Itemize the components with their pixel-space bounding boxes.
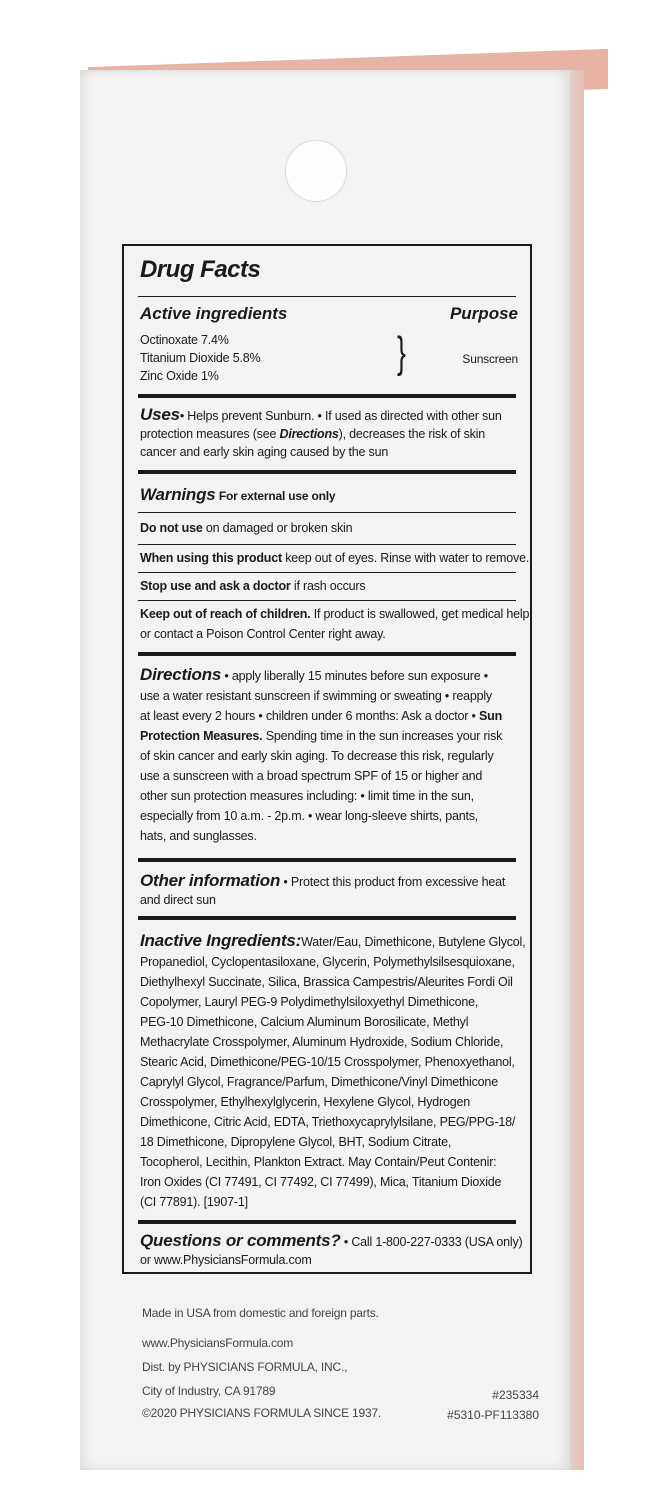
purpose-value: Sunscreen bbox=[462, 352, 518, 366]
website-text: www.PhysiciansFormula.com bbox=[142, 1336, 294, 1350]
inactive-line: Copolymer, Lauryl PEG-9 Polydimethylsiloxyethyl Dimethicone, bbox=[140, 995, 479, 1009]
inactive-line: Methacrylate Crosspolymer, Aluminum Hydroxide, Sodium Chloride, bbox=[140, 1035, 504, 1049]
purpose-heading: Purpose bbox=[449, 304, 518, 323]
directions-text: Spending time in the sun increases your risk bbox=[262, 729, 503, 743]
uses-heading: Uses bbox=[140, 405, 180, 424]
directions-line-6: use a sunscreen with a broad spectrum SPF of 15 or higher and bbox=[140, 769, 483, 783]
sun-protection-label: Protection Measures. bbox=[140, 729, 263, 743]
divider bbox=[138, 296, 516, 297]
questions-text: • Call 1-800-227-0333 (USA only) bbox=[340, 1235, 523, 1249]
divider bbox=[138, 544, 516, 545]
directions-line-4 bbox=[140, 728, 502, 745]
ingredient-3: Zinc Oxide 1% bbox=[140, 369, 219, 383]
inactive-line: Dimethicone, Citric Acid, EDTA, Triethoxycaprylylsilane, PEG/PPG-18/ bbox=[140, 1115, 516, 1129]
inactive-line: Stearic Acid, Dimethicone/PEG-10/15 Crosspolymer, Phenoxyethanol, bbox=[140, 1055, 515, 1069]
ingredient-2: Titanium Dioxide 5.8% bbox=[140, 351, 261, 365]
directions-line-3 bbox=[140, 708, 502, 725]
inactive-line: PEG-10 Dimethicone, Calcium Aluminum Borosilicate, Methyl bbox=[140, 1015, 469, 1029]
divider bbox=[138, 1220, 516, 1224]
active-ingredients-heading: Active ingredients bbox=[140, 304, 288, 323]
made-in-text: Made in USA from domestic and foreign parts. bbox=[142, 1306, 379, 1320]
when-using bbox=[140, 550, 529, 567]
divider bbox=[138, 394, 516, 398]
directions-line-5: of skin cancer and early skin aging. To decrease this risk, regularly bbox=[140, 749, 494, 763]
city-text: City of Industry, CA 91789 bbox=[142, 1384, 276, 1398]
inactive-line: Diethylhexyl Succinate, Silica, Brassica Campestris/Aleurites Fordi Oil bbox=[140, 975, 513, 989]
directions-line-7: other sun protection measures including: • limit time in the sun, bbox=[140, 789, 474, 803]
questions-line-1 bbox=[140, 1232, 523, 1251]
inactive-line-1 bbox=[140, 932, 525, 951]
uses-text: ), decreases the risk of skin bbox=[338, 427, 485, 441]
brace-icon: } bbox=[396, 328, 406, 377]
when-using-text: keep out of eyes. Rinse with water to remove. bbox=[281, 551, 530, 565]
inactive-line: Propanediol, Cyclopentasiloxane, Glycerin, Polymethylsilsesquioxane, bbox=[140, 955, 515, 969]
questions-line-2: or www.PhysiciansFormula.com bbox=[140, 1253, 312, 1267]
copyright-text: ©2020 PHYSICIANS FORMULA SINCE 1937. bbox=[142, 1406, 382, 1420]
do-not-use bbox=[140, 520, 352, 537]
directions-heading: Directions bbox=[140, 665, 222, 684]
keep-out-line-2: or contact a Poison Control Center right away. bbox=[140, 627, 386, 641]
inactive-line: Iron Oxides (CI 77491, CI 77492, CI 77499), Mica, Titanium Dioxide bbox=[140, 1175, 502, 1189]
directions-line-1 bbox=[140, 666, 488, 685]
distributor-line bbox=[142, 1360, 347, 1374]
directions-line-9: hats, and sunglasses. bbox=[140, 829, 257, 843]
keep-out-text: If product is swallowed, get medical help bbox=[310, 607, 530, 621]
uses-section bbox=[140, 406, 502, 425]
ingredient-1: Octinoxate 7.4% bbox=[140, 333, 229, 347]
directions-text: at least every 2 hours • children under 6 months: Ask a doctor • bbox=[140, 709, 479, 723]
directions-line-2: use a water resistant sunscreen if swimming or sweating • reapply bbox=[140, 689, 492, 703]
product-code-2: #5310-PF113380 bbox=[447, 1408, 539, 1422]
uses-line-1: • Helps prevent Sunburn. • If used as directed with other sun bbox=[179, 409, 502, 423]
other-info-line-1 bbox=[140, 872, 505, 891]
keep-out-label: Keep out of reach of children. bbox=[140, 607, 311, 621]
inactive-heading: Inactive Ingredients: bbox=[140, 931, 302, 950]
inactive-line: 18 Dimethicone, Dipropylene Glycol, BHT, Sodium Citrate, bbox=[140, 1135, 452, 1149]
uses-line-2 bbox=[140, 426, 485, 443]
warnings-header bbox=[140, 486, 335, 505]
uses-line-3: cancer and early skin aging caused by the sun bbox=[140, 445, 389, 459]
divider bbox=[138, 916, 516, 920]
directions-reference: Directions bbox=[279, 427, 339, 441]
stop-use-text: if rash occurs bbox=[290, 579, 366, 593]
stop-use bbox=[140, 578, 365, 595]
directions-text: • apply liberally 15 minutes before sun exposure • bbox=[221, 669, 488, 683]
inactive-line: Tocopherol, Lecithin, Plankton Extract. May Contain/Peut Contenir: bbox=[140, 1155, 497, 1169]
hang-hole bbox=[285, 140, 347, 202]
directions-line-8: especially from 10 a.m. - 2p.m. • wear long-sleeve shirts, pants, bbox=[140, 809, 479, 823]
inactive-line: Caprylyl Glycol, Fragrance/Parfum, Dimethicone/Vinyl Dimethicone bbox=[140, 1075, 498, 1089]
do-not-use-text: on damaged or broken skin bbox=[202, 521, 353, 535]
warnings-subhead: For external use only bbox=[218, 489, 336, 503]
distributor-prefix: Dist. by bbox=[142, 1360, 184, 1374]
divider bbox=[138, 652, 516, 656]
other-info-text: • Protect this product from excessive heat bbox=[280, 875, 506, 889]
warnings-heading: Warnings bbox=[140, 485, 216, 504]
stop-use-label: Stop use and ask a doctor bbox=[140, 579, 291, 593]
inactive-text: Water/Eau, Dimethicone, Butylene Glycol, bbox=[301, 935, 526, 949]
drug-facts-panel bbox=[122, 244, 532, 1274]
divider bbox=[138, 512, 516, 513]
keep-out-line-1 bbox=[140, 606, 529, 623]
questions-heading: Questions or comments? bbox=[140, 1231, 341, 1250]
inactive-line: Crosspolymer, Ethylhexylglycerin, Hexylene Glycol, Hydrogen bbox=[140, 1095, 471, 1109]
divider bbox=[138, 470, 516, 474]
uses-text: protection measures (see bbox=[140, 427, 280, 441]
drug-facts-title: Drug Facts bbox=[140, 256, 261, 283]
inactive-line: (CI 77891). [1907-1] bbox=[140, 1195, 248, 1209]
do-not-use-label: Do not use bbox=[140, 521, 203, 535]
when-using-label: When using this product bbox=[140, 551, 282, 565]
divider bbox=[138, 600, 516, 601]
divider bbox=[138, 572, 516, 573]
product-code-1: #235334 bbox=[492, 1388, 539, 1402]
sun-protection-label: Sun bbox=[479, 709, 503, 723]
other-info-heading: Other information bbox=[140, 871, 281, 890]
divider bbox=[138, 858, 516, 862]
other-info-line-2: and direct sun bbox=[140, 893, 216, 907]
distributor-company: PHYSICIANS FORMULA, INC., bbox=[183, 1360, 348, 1374]
